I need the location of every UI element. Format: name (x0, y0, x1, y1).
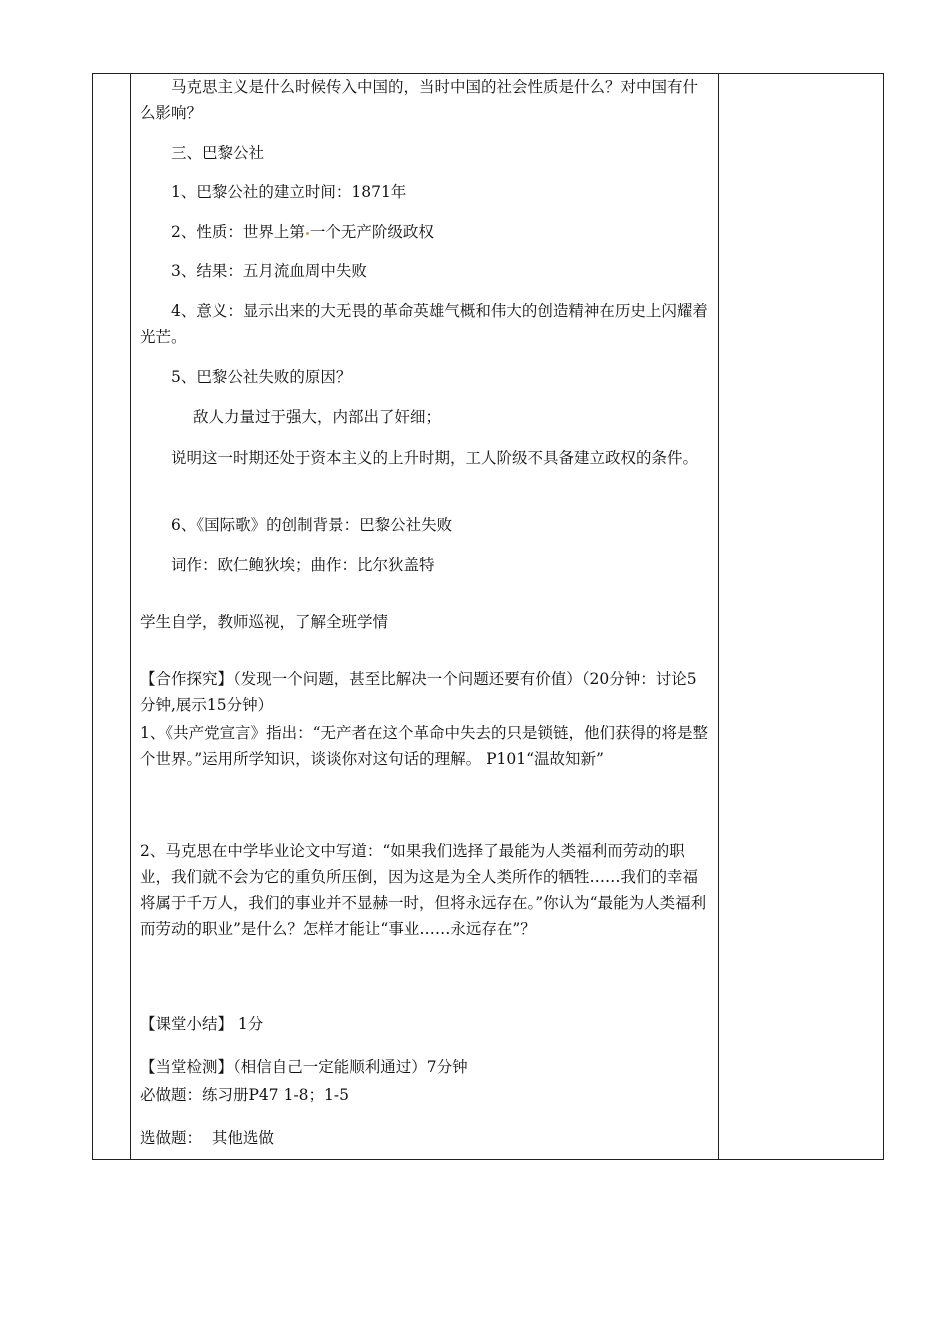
item-failure-explanation: 说明这一时期还处于资本主义的上升时期，工人阶级不具备建立政权的条件。 (171, 449, 699, 467)
item-result: 3、结果：五月流血周中失败 (171, 262, 367, 280)
self-study-note: 学生自学，教师巡视，了解全班学情 (140, 613, 389, 631)
table-column-divider-left (130, 74, 131, 1159)
item-establishment-time: 1、巴黎公社的建立时间：1871年 (171, 183, 407, 201)
item-nature-part2: 一个无产阶级政权 (309, 223, 434, 241)
table-column-divider-right (718, 74, 719, 1159)
item-nature (140, 219, 712, 245)
check-optional: 选做题： 其他选做 (140, 1129, 274, 1147)
section-heading: 三、巴黎公社 (171, 144, 265, 162)
cooperation-question-1: 1、《共产党宣言》指出：“无产者在这个革命中失去的只是锁链，他们获得的将是整个世界。”运用所学知识，谈谈你对这句话的理解。 P101“温故知新” (140, 724, 709, 768)
class-summary: 【课堂小结】 1分 (140, 1015, 264, 1033)
check-required: 必做题：练习册P47 1-8；1-5 (140, 1086, 350, 1104)
item-failure-question: 5、巴黎公社失败的原因？ (171, 368, 352, 386)
cooperation-title: 【合作探究】（发现一个问题，甚至比解决一个问题还要有价值）（20分钟：讨论5分钟,展示15分钟） (140, 670, 697, 714)
lesson-table (92, 73, 884, 1160)
check-title: 【当堂检测】（相信自己一定能顺利通过）7分钟 (140, 1058, 468, 1076)
intro-question: 马克思主义是什么时候传入中国的，当时中国的社会性质是什么？对中国有什么影响？ (140, 78, 699, 122)
dot-mark (306, 232, 309, 235)
cooperation-question-2: 2、马克思在中学毕业论文中写道：“如果我们选择了最能为人类福利而劳动的职业，我们就不会为它的重负所压倒，因为这是为全人类所作的牺牲……我们的幸福将属于千万人，我们的事业并不显赫一时，但将永远存在。”你认为“最能为人类福利而劳动的职业”是什么？怎样才能让“事业……永远存在”？ (140, 842, 707, 938)
item-significance: 4、意义：显示出来的大无畏的革命英雄气概和伟大的创造精神在历史上闪耀着光芒。 (140, 302, 708, 346)
item-internationale-background: 6、《国际歌》的创制背景：巴黎公社失败 (171, 516, 453, 534)
item-nature-part1: 2、性质：世界上第 (171, 223, 305, 241)
item-internationale-authors: 词作：欧仁鲍狄埃；曲作：比尔狄盖特 (171, 556, 435, 574)
item-failure-reason: 敌人力量过于强大，内部出了奸细； (193, 408, 442, 426)
